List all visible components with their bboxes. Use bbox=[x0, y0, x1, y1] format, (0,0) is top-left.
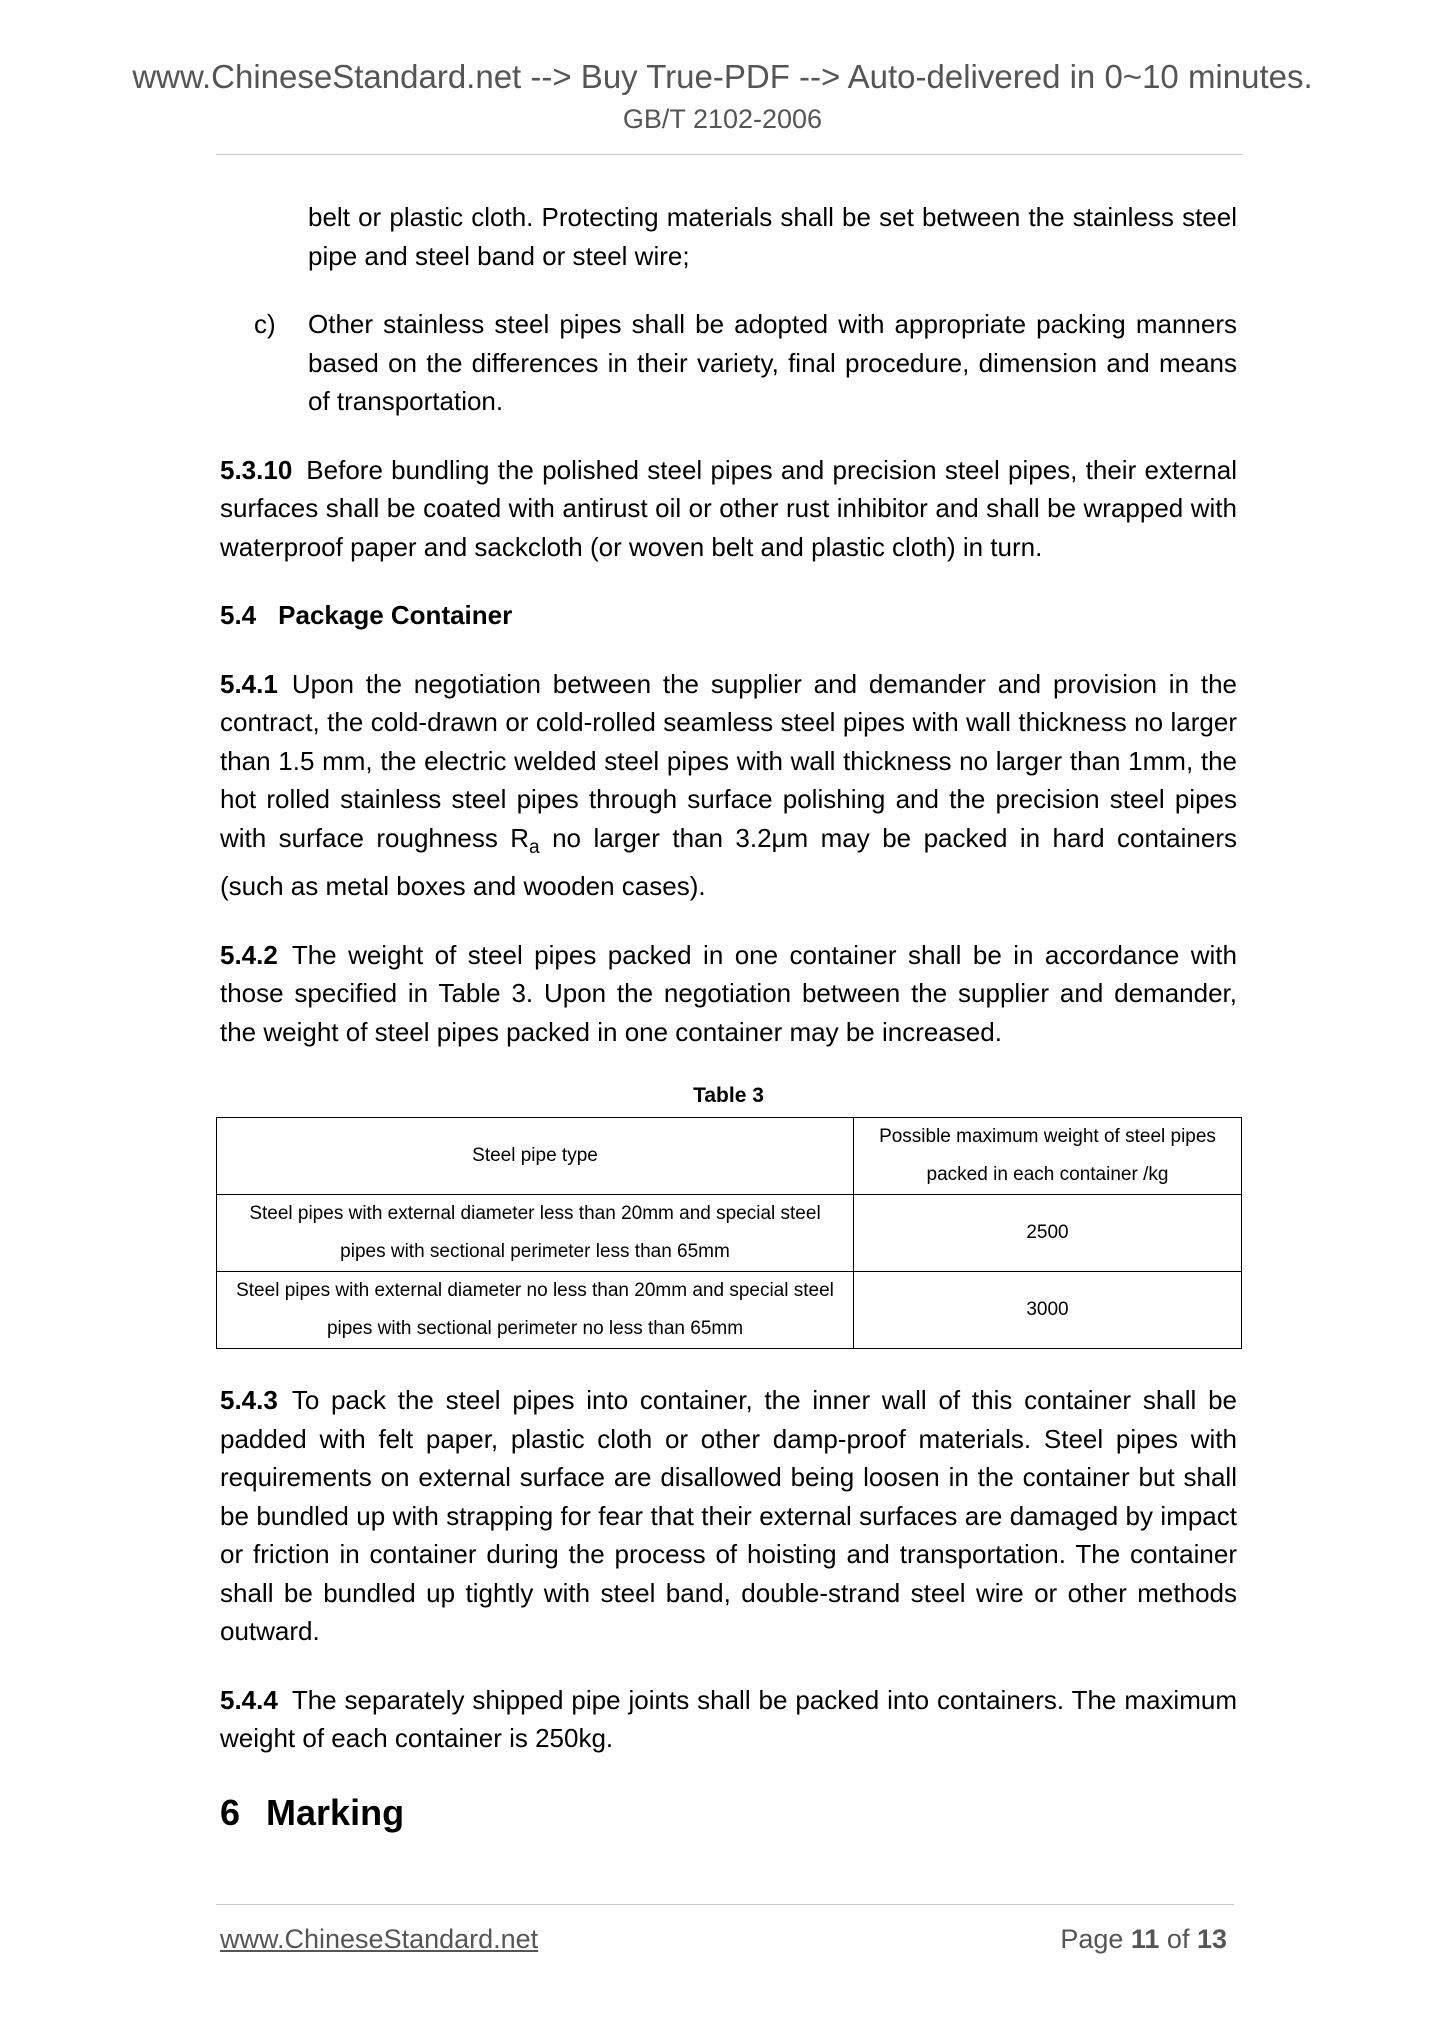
clause-5-4-3 bbox=[220, 1381, 1237, 1651]
clause-5-4-4 bbox=[220, 1681, 1237, 1758]
chapter-number: 6 bbox=[220, 1791, 241, 1833]
document-body bbox=[220, 198, 1237, 1838]
list-item-b-continuation: belt or plastic cloth. Protecting materials shall be set between the stainless steel pipe and steel band or steel wire; bbox=[308, 202, 1237, 271]
table-cell: 3000 bbox=[854, 1272, 1242, 1349]
table-header-cell: Steel pipe type bbox=[217, 1118, 854, 1195]
site-banner: www.ChineseStandard.net --> Buy True-PDF --> Auto-delivered in 0~10 minutes. bbox=[132, 58, 1313, 95]
table-3 bbox=[216, 1117, 1242, 1349]
chapter-6-heading bbox=[220, 1788, 1237, 1838]
clause-number: 5.4.3 bbox=[220, 1385, 278, 1415]
footer-site-link[interactable]: www.ChineseStandard.net bbox=[220, 1924, 539, 1954]
clause-5-4-1 bbox=[220, 665, 1237, 906]
clause-text: Upon the negotiation between the supplier and demander and provision in the contract, the cold-drawn or cold-rolled seamless steel pipes with wall thickness no larger than 1.5 mm, the electric welded steel pipes with wall thickness no larger than 1mm, the hot rolled stainless steel pipes through surface polishing and the precision steel pipes with surface roughness R bbox=[220, 668, 1237, 853]
table-caption: Table 3 bbox=[693, 1084, 764, 1107]
section-number: 5.4 bbox=[220, 600, 257, 630]
list-item-c bbox=[220, 305, 1237, 421]
table-cell: Steel pipes with external diameter no less than 20mm and special steel pipes with sectional perimeter no less than 65mm bbox=[217, 1272, 854, 1349]
table-row bbox=[217, 1195, 1242, 1272]
clause-number: 5.4.4 bbox=[220, 1684, 278, 1715]
clause-text-continued: no larger than 3.2μm may be packed in hard containers (such as metal boxes and wooden cases). bbox=[220, 822, 1237, 901]
section-title: Package Container bbox=[278, 600, 513, 630]
table-cell: Steel pipes with external diameter less than 20mm and special steel pipes with sectional perimeter less than 65mm bbox=[217, 1195, 854, 1272]
clause-text: To pack the steel pipes into container, the inner wall of this container shall be padded with felt paper, plastic cloth or other damp-proof materials. Steel pipes with requirements on external surface are disallowed being loosen in the container but shall be bundled up with strapping for fear that their external surfaces are damaged by impact or friction in container during the process of hoisting and transportation. The container shall be bundled up tightly with steel band, double-strand steel wire or other methods outward. bbox=[220, 1385, 1237, 1646]
chapter-title: Marking bbox=[266, 1791, 405, 1833]
clause-5-4-2 bbox=[220, 936, 1237, 1052]
clause-number: 5.4.1 bbox=[220, 668, 278, 699]
section-5-4-heading bbox=[220, 596, 1237, 635]
page-prefix: Page bbox=[1060, 1924, 1131, 1954]
page-of: of bbox=[1159, 1924, 1197, 1954]
clause-5-3-10 bbox=[220, 451, 1237, 567]
table-cell: 2500 bbox=[854, 1195, 1242, 1272]
footer-divider bbox=[216, 1904, 1234, 1905]
table-header-row bbox=[217, 1118, 1242, 1195]
clause-number: 5.3.10 bbox=[220, 454, 293, 485]
list-item-c-text: Other stainless steel pipes shall be adopted with appropriate packing manners based on the differences in their variety, final procedure, dimension and means of transportation. bbox=[308, 309, 1237, 416]
page-current: 11 bbox=[1130, 1924, 1160, 1954]
standard-code: GB/T 2102-2006 bbox=[622, 104, 823, 134]
subscript-a: a bbox=[529, 836, 540, 858]
table-row bbox=[217, 1272, 1242, 1349]
clause-text: The separately shipped pipe joints shall be packed into containers. The maximum weight of each container is 250kg. bbox=[220, 1684, 1237, 1753]
clause-text: Before bundling the polished steel pipes and precision steel pipes, their external surfaces shall be coated with antirust oil or other rust inhibitor and shall be wrapped with waterproof paper and sackcloth (or woven belt and plastic cloth) in turn. bbox=[220, 454, 1237, 562]
list-marker-c: c) bbox=[254, 309, 276, 339]
header-divider bbox=[216, 154, 1242, 155]
page-total: 13 bbox=[1196, 1924, 1227, 1954]
page-indicator bbox=[1060, 1924, 1227, 1955]
table-header-cell: Possible maximum weight of steel pipes packed in each container /kg bbox=[854, 1118, 1242, 1195]
clause-number: 5.4.2 bbox=[220, 939, 278, 970]
clause-text: The weight of steel pipes packed in one container shall be in accordance with those specified in Table 3. Upon the negotiation between the supplier and demander, the weight of steel pipes packed in one container may be increased. bbox=[220, 939, 1237, 1047]
